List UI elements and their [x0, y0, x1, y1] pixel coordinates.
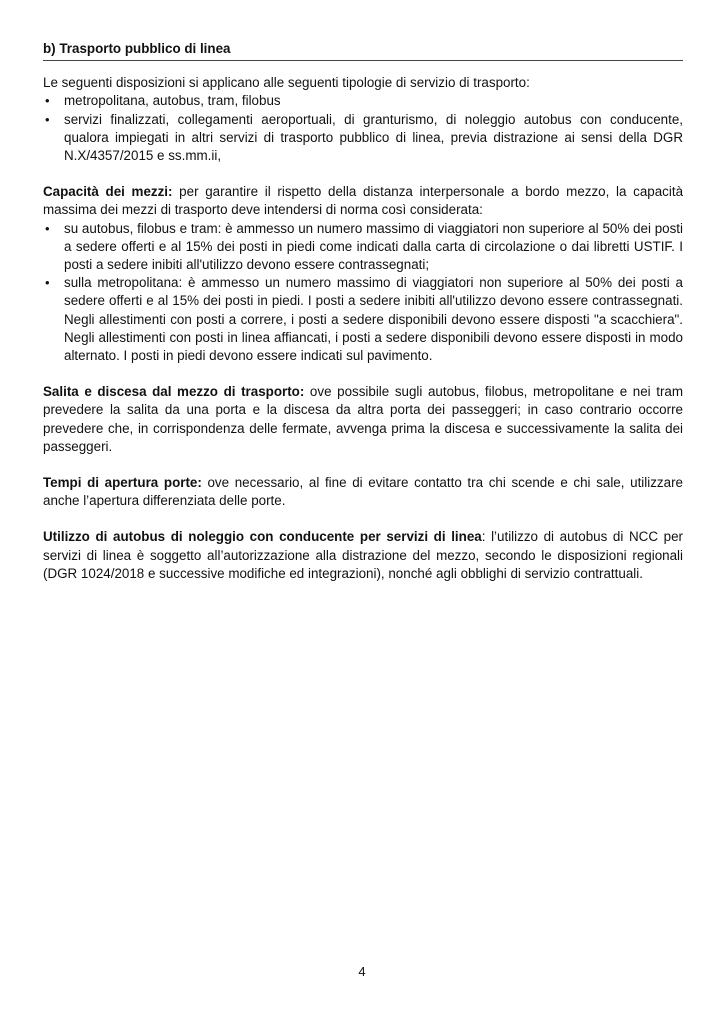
intro-list: [43, 92, 683, 165]
list-item: • metropolitana, autobus, tram, filobus: [43, 92, 683, 110]
noleggio-heading: Utilizzo di autobus di noleggio con conducente per servizi di linea: [43, 529, 482, 545]
list-item: • sulla metropolitana: è ammesso un numero massimo di viaggiatori non superiore al 50% dei posti a sedere offerti e al 15% dei posti in piedi. I posti a sedere inibiti all'utilizzo devono essere contrassegnati. Negli allestimenti con posti a correre, i posti a sedere disponibili devono essere disposti "a scacchiera". Negli allestimenti con posti in linea affiancati, i posti a sedere disponibili devono essere disposti in modo alternato. I posti in piedi devono essere indicati sul pavimento.: [43, 274, 683, 365]
capacita-paragraph: [43, 183, 683, 219]
tempi-heading: Tempi di apertura porte:: [43, 475, 202, 491]
tempi-paragraph: [43, 474, 683, 510]
intro-text: Le seguenti disposizioni si applicano alle seguenti tipologie di servizio di trasporto:: [43, 75, 530, 91]
capacita-list: [43, 220, 683, 366]
salita-heading: Salita e discesa dal mezzo di trasporto:: [43, 384, 305, 400]
noleggio-text: : l’utilizzo di autobus di NCC per servizi di linea è soggetto all’autorizzazione alla distrazione del mezzo, secondo le disposizioni regionali (DGR 1024/2018 e successive modifiche ed integrazioni), nonché agli obblighi di servizio contrattuali.: [43, 529, 683, 581]
tempi-text: ove necessario, al fine di evitare contatto tra chi scende e chi sale, utilizzare anche l’apertura differenziata delle porte.: [43, 475, 683, 509]
noleggio-paragraph: [43, 528, 683, 583]
salita-text: ove possibile sugli autobus, filobus, metropolitane e nei tram prevedere la salita da una porta e la discesa da altra porta dei passeggeri; in caso contrario occorre prevedere che, in corrispondenza delle fermate, avvenga prima la discesa e successivamente la salita dei passeggeri.: [43, 384, 683, 454]
section-title: b) Trasporto pubblico di linea: [43, 40, 683, 61]
salita-paragraph: [43, 383, 683, 456]
capacita-text: per garantire il rispetto della distanza interpersonale a bordo mezzo, la capacità massima dei mezzi di trasporto deve intendersi di norma così considerata:: [43, 184, 684, 218]
capacita-heading: Capacità dei mezzi:: [43, 184, 173, 200]
page-number: 4: [358, 964, 366, 979]
document-page: [43, 40, 683, 583]
list-item: • servizi finalizzati, collegamenti aeroportuali, di granturismo, di noleggio autobus con conducente, qualora impiegati in altri servizi di trasporto pubblico di linea, previa distrazione ai sensi della DGR N.X/4357/2015 e ss.mm.ii,: [43, 111, 683, 166]
list-item: • su autobus, filobus e tram: è ammesso un numero massimo di viaggiatori non superiore al 50% dei posti a sedere offerti e al 15% dei posti in piedi come indicati dalla carta di circolazione o dai libretti USTIF. I posti a sedere inibiti all'utilizzo devono essere contrassegnati;: [43, 220, 683, 275]
